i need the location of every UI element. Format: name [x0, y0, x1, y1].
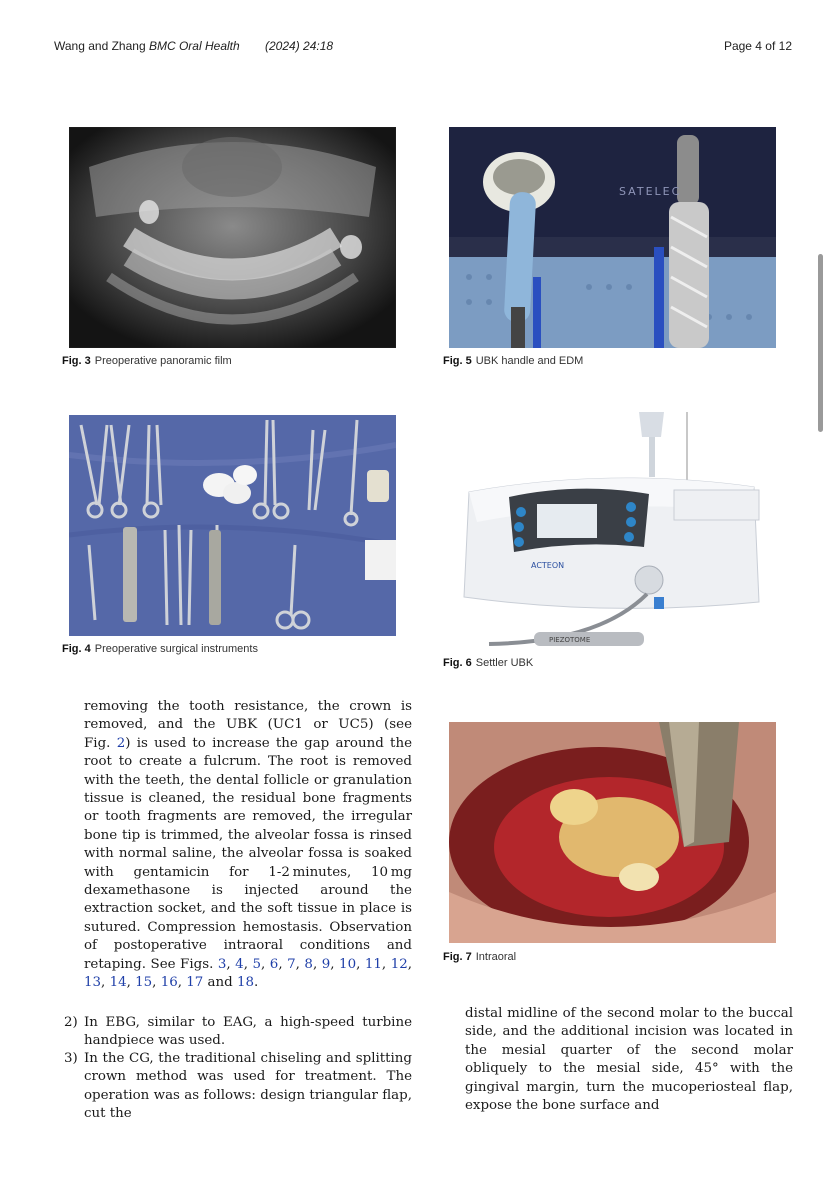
figure-7-caption: [443, 951, 516, 963]
ref-fig-3-link[interactable]: 3: [217, 956, 227, 972]
ref-fig-12-link[interactable]: 12: [390, 956, 408, 972]
ref-fig-8-link[interactable]: 8: [304, 956, 313, 972]
ref-fig-17-link[interactable]: 17: [186, 975, 204, 991]
figure-3-label: Fig. 3: [62, 355, 91, 367]
ref-fig-16-link[interactable]: 16: [160, 975, 178, 991]
figure-6-ubk-device-photo: [449, 412, 776, 652]
figure-5-label: Fig. 5: [443, 355, 472, 367]
figure-4-caption-text: Preoperative surgical instruments: [94, 643, 258, 655]
ref-fig-6-link[interactable]: 6: [269, 956, 279, 972]
list-item-2: [64, 1014, 412, 1051]
header-authors: Wang and Zhang: [54, 39, 146, 53]
ref-fig-9-link[interactable]: 9: [321, 956, 331, 972]
figure-3-panoramic-xray: [69, 127, 396, 348]
ref-fig-7-link[interactable]: 7: [287, 956, 296, 972]
figure-5-caption: [443, 355, 583, 367]
figure-6-brand-text: ACTEON: [531, 561, 565, 570]
ref-fig-10-link[interactable]: 10: [339, 956, 357, 972]
figure-6-handpiece-text: PIEZOTOME: [549, 636, 591, 644]
header-citation: (2024) 24:18: [265, 39, 334, 53]
figure-7-caption-text: Intraoral: [475, 951, 517, 963]
figure-5-caption-text: UBK handle and EDM: [475, 355, 584, 367]
list-item-3-number: 3): [64, 1051, 78, 1066]
ref-fig-13-link[interactable]: 13: [84, 975, 102, 991]
ref-fig-11-link[interactable]: 11: [364, 956, 382, 972]
figure-4-surgical-instruments-photo: [69, 415, 396, 636]
list-item-2-text: In EBG, similar to EAG, a high-speed turbine handpiece was used.: [84, 1015, 412, 1049]
ref-fig-14-link[interactable]: 14: [109, 975, 127, 991]
right-column-paragraph: distal midline of the second molar to the buccal side, and the additional incision was located in the mesial quarter of the second molar obliquely to the mesial side, 45° with the gingival margin, turn the mucoperiosteal flap, expose the bone surface and: [465, 1006, 793, 1114]
list-item-2-number: 2): [64, 1015, 78, 1030]
figure-6-label: Fig. 6: [443, 657, 472, 669]
ref-fig-15-link[interactable]: 15: [135, 975, 153, 991]
ref-fig-18-link[interactable]: 18: [237, 975, 255, 991]
list-item-3-text: In the CG, the traditional chiseling and splitting crown method was used for treatment. The operation was as follows: design triangular flap, cut the: [84, 1051, 412, 1122]
figure-4-caption: [62, 643, 258, 655]
page-number: Page 4 of 12: [723, 39, 792, 53]
figure-7-intraoral-photo: [449, 722, 776, 943]
figure-7-label: Fig. 7: [443, 951, 472, 963]
figure-3-caption-text: Preoperative panoramic film: [94, 355, 232, 367]
ref-fig-2-link[interactable]: 2: [116, 735, 126, 751]
ref-fig-4-link[interactable]: 4: [235, 956, 244, 972]
figure-6-caption: [443, 657, 533, 669]
running-header: [54, 39, 333, 53]
ref-fig-5-link[interactable]: 5: [252, 956, 262, 972]
figure-5-ubk-handle-photo: [449, 127, 776, 348]
figure-6-caption-text: Settler UBK: [475, 657, 534, 669]
vertical-scrollbar[interactable]: [818, 254, 823, 432]
paragraph-text-middle: ) is used to increase the gap around the root to create a fulcrum. The root is removed with the teeth, the dental follicle or granulation tissue is cleaned, the residual bone fragments or tooth fragments are removed, the irregular bone tip is trimmed, the alveolar fossa is rinsed with normal saline, the alveolar fossa is soaked with gentamicin for 1-2 minutes, 10 mg dexamethasone is injected around the extraction socket, and the soft tissue in place is sutured. Compression hemostasis. Observation of postoperative intraoral conditions and retaping. See Figs.: [84, 735, 412, 972]
figure-4-label: Fig. 4: [62, 643, 91, 655]
list-item-3: [64, 1050, 412, 1124]
paragraph-and: and: [203, 975, 237, 991]
paragraph-end: .: [254, 975, 259, 991]
figure-5-brand-text: SATELEC: [619, 185, 682, 198]
paragraph-text-start: removing the tooth resistance, the crown is removed, and the UBK (UC1 or UC5) (see Fig.: [84, 699, 412, 751]
body-paragraph: removing the tooth resistance, the crown is removed, and the UBK (UC1 or UC5) (see Fig. 2) is used to increase the gap around the root to create a fulcrum. The root is removed with the teeth, the dental follicle or granulation tissue is cleaned, the residual bone fragments or tooth fragments are removed, the irregular bone tip is trimmed, the alveolar fossa is rinsed with normal saline, the alveolar fossa is soaked with gentamicin for 1-2 minutes, 10 mg dexamethasone is injected around the extraction socket, and the soft tissue in place is sutured. Compression hemostasis. Observation of postoperative intraoral conditions and retaping. See Figs. 3, 4, 5, 6, 7, 8, 9, 10, 11, 12, 13, 14, 15, 16, 17 and 18.: [84, 699, 413, 991]
figure-3-caption: [62, 355, 232, 367]
header-journal: BMC Oral Health: [148, 39, 240, 53]
